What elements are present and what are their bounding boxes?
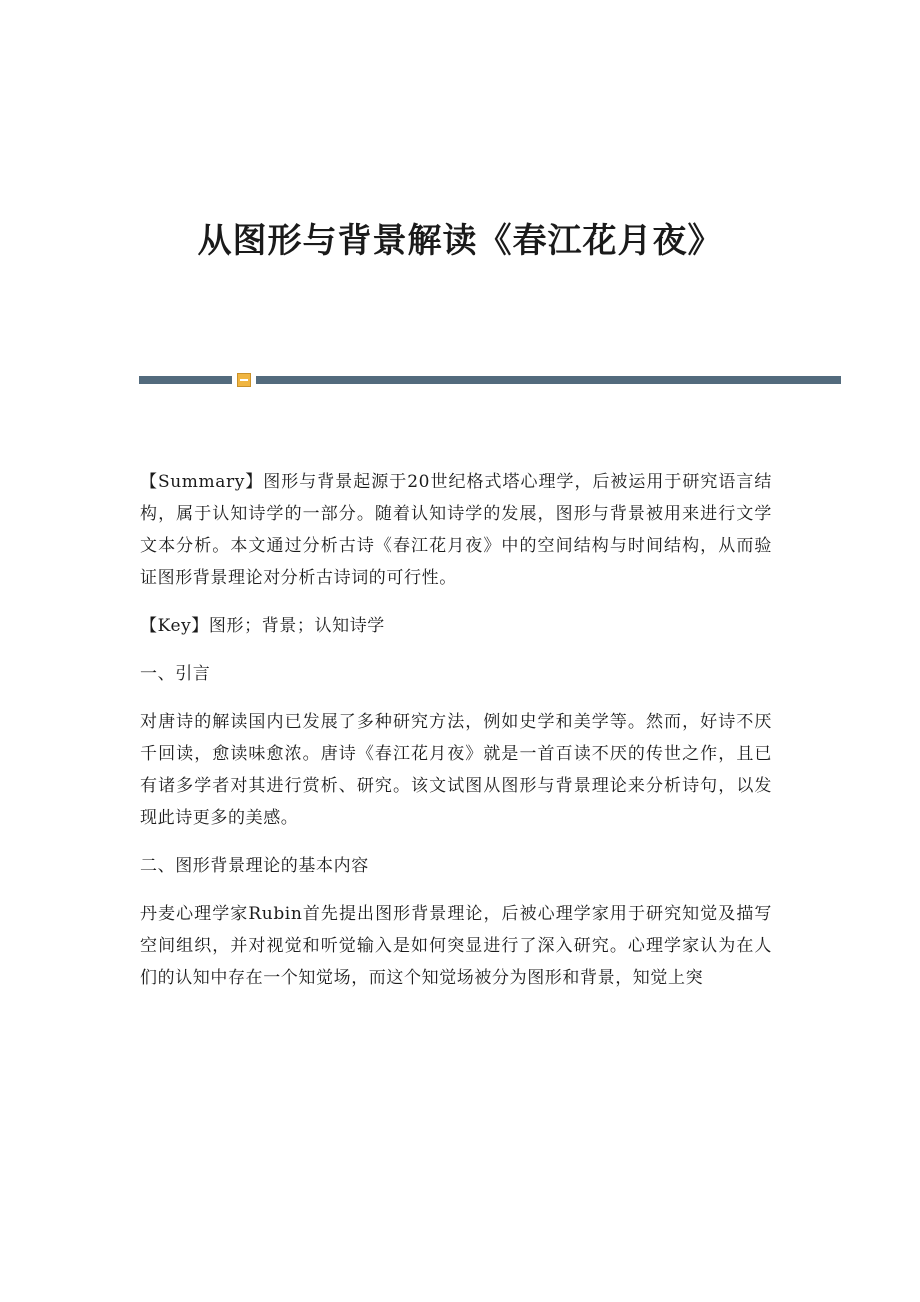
keywords-paragraph: 【Key】图形；背景；认知诗学: [140, 616, 385, 636]
divider-bar-left: [139, 376, 232, 384]
divider-bar-right: [256, 376, 841, 384]
section-heading-theory: 二、图形背景理论的基本内容: [140, 856, 369, 876]
introduction-paragraph: 对唐诗的解读国内已发展了多种研究方法，例如史学和美学等。然而，好诗不厌千回读，愈读味愈浓。唐诗《春江花月夜》就是一首百读不厌的传世之作，且已有诸多学者对其进行赏析、研究。该文试图从图形与背景理论来分析诗句，以发现此诗更多的美感。: [140, 712, 772, 828]
title-divider: [139, 372, 841, 388]
document-body: [140, 466, 772, 1010]
section-heading-introduction: 一、引言: [140, 664, 211, 684]
theory-paragraph: 丹麦心理学家Rubin首先提出图形背景理论，后被心理学家用于研究知觉及描写空间组织，并对视觉和听觉输入是如何突显进行了深入研究。心理学家认为在人们的认知中存在一个知觉场，而这个知觉场被分为图形和背景，知觉上突: [140, 904, 772, 988]
summary-paragraph: 【Summary】图形与背景起源于20世纪格式塔心理学，后被运用于研究语言结构，属于认知诗学的一部分。随着认知诗学的发展，图形与背景被用来进行文学文本分析。本文通过分析古诗《春江花月夜》中的空间结构与时间结构，从而验证图形背景理论对分析古诗词的可行性。: [140, 472, 772, 588]
document-title: 从图形与背景解读《春江花月夜》: [197, 221, 723, 261]
divider-emblem-icon: [237, 373, 251, 387]
